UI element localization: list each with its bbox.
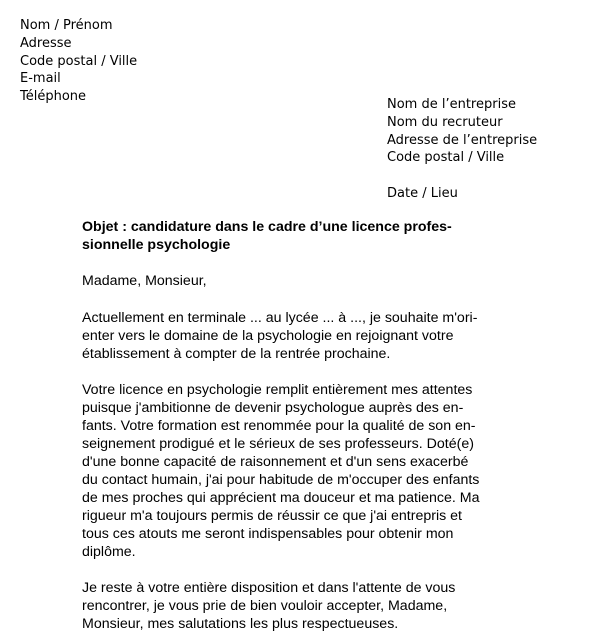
subject-line-1: Objet : candidature dans le cadre d’une licence profes- [82,219,452,235]
paragraph-line: enter vers le domaine de la psychologie en rejoignant votre [82,328,454,344]
paragraph-line: Actuellement en terminale ... au lycée ... à ..., je souhaite m'ori- [82,310,478,326]
paragraph-line: rigueur m'a toujours permis de réussir ce que j'ai entrepris et [82,508,462,524]
recipient-postal-city: Code postal / Ville [387,150,505,166]
paragraph-line: du contact humain, j'ai pour habitude de m'occuper des enfants [82,472,480,488]
subject-line-2: sionnelle psychologie [82,237,231,253]
sender-block [20,17,137,106]
paragraph-line: Je reste à votre entière disposition et dans l'attente de vous [82,580,456,596]
subject-line [82,218,512,254]
recipient-company: Nom de l’entreprise [387,97,516,112]
paragraph-line: fants. Votre formation est renommée pour la qualité de son en- [82,418,476,434]
paragraph-line: Votre licence en psychologie remplit entièrement mes attentes [82,382,473,398]
paragraph-line: Monsieur, mes salutations les plus respectueuses. [82,616,399,632]
paragraph-line: rencontrer, je vous prie de bien vouloir accepter, Madame, [82,598,448,614]
paragraph-line: d'une bonne capacité de raisonnement et d'un sens exacerbé [82,454,469,470]
greeting [82,272,512,290]
sender-address: Adresse [20,35,72,51]
sender-postal-city: Code postal / Ville [20,53,138,69]
date-place [387,185,458,203]
sender-email: E-mail [20,71,61,87]
recipient-address: Adresse de l’entreprise [387,132,538,148]
paragraph-line: de mes proches qui apprécient ma douceur et ma patience. Ma [82,490,480,506]
paragraph-motivation [82,381,512,561]
date-place-text: Date / Lieu [387,186,458,201]
sender-phone: Téléphone [20,89,87,105]
greeting-text: Madame, Monsieur, [82,273,207,289]
recipient-block [387,96,537,167]
paragraph-line: diplôme. [82,544,136,560]
paragraph-line: établissement à compter de la rentrée prochaine. [82,346,391,362]
sender-name: Nom / Prénom [20,18,113,33]
recipient-recruiter: Nom du recruteur [387,114,503,130]
paragraph-line: tous ces atouts me seront indispensables pour obtenir mon [82,526,454,542]
paragraph-line: seignement prodigué et le sérieux de ses professeurs. Doté(e) [82,436,474,452]
paragraph-intro [82,309,512,363]
paragraph-line: puisque j'ambitionne de devenir psychologue auprès des en- [82,400,464,416]
paragraph-closing [82,579,512,633]
